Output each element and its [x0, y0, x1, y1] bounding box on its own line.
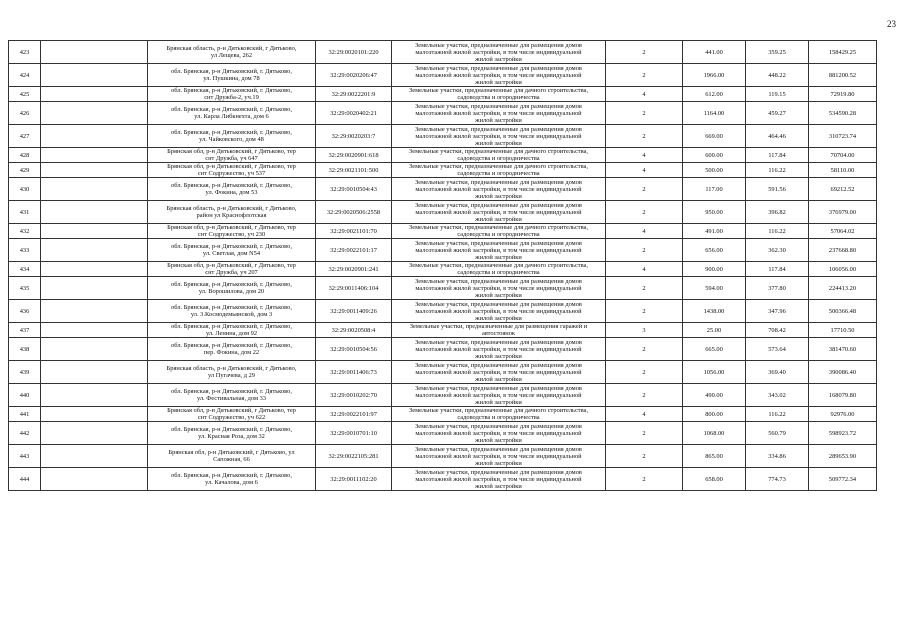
row-specific-value: 362.30 — [746, 239, 809, 262]
row-blank-cell — [41, 178, 148, 201]
table-row — [9, 407, 877, 422]
row-land-use: Земельные участки, предназначенные для размещения домов малоэтажной жилой застройки, в том числе индивидуальной жилой застройки — [392, 64, 606, 87]
row-address: Брянская обл, р-н Дятьковский, г Дятьково, тер снт Содружество, уч 537 — [148, 163, 316, 178]
row-land-use: Земельные участки, предназначенные для дачного строительства, садоводства и огородничества — [392, 262, 606, 277]
row-land-use: Земельные участки, предназначенные для размещения домов малоэтажной жилой застройки, в том числе индивидуальной жилой застройки — [392, 201, 606, 224]
row-specific-value: 359.25 — [746, 41, 809, 64]
row-specific-value: 774.73 — [746, 468, 809, 491]
row-cadastral-number: 32:29:0020901:618 — [316, 148, 392, 163]
row-blank-cell — [41, 224, 148, 239]
row-specific-value: 377.80 — [746, 277, 809, 300]
row-area: 1068.00 — [683, 422, 746, 445]
table-row — [9, 468, 877, 491]
row-use-group: 2 — [606, 300, 683, 323]
row-blank-cell — [41, 163, 148, 178]
row-cadastral-number: 32:29:0011406:73 — [316, 361, 392, 384]
table-row — [9, 361, 877, 384]
row-use-group: 4 — [606, 407, 683, 422]
row-use-group: 2 — [606, 445, 683, 468]
row-blank-cell — [41, 384, 148, 407]
row-address: Брянская обл, р-н Дятьковский, г Дятьково, тер снт Содружество, уч 622 — [148, 407, 316, 422]
row-use-group: 2 — [606, 102, 683, 125]
row-area: 665.00 — [683, 338, 746, 361]
row-specific-value: 708.42 — [746, 323, 809, 338]
row-number: 436 — [9, 300, 41, 323]
row-specific-value: 396.82 — [746, 201, 809, 224]
row-land-use: Земельные участки, предназначенные для размещения домов малоэтажной жилой застройки, в том числе индивидуальной жилой застройки — [392, 445, 606, 468]
row-cadastral-number: 32:29:0022201:9 — [316, 87, 392, 102]
row-cadastral-number: 32:29:0022101:17 — [316, 239, 392, 262]
row-cadastral-number: 32:29:0010202:70 — [316, 384, 392, 407]
row-address: обл. Брянская, р-н Дятьковский, г. Дятьково, ул. Красная Роза, дом 32 — [148, 422, 316, 445]
row-blank-cell — [41, 148, 148, 163]
row-specific-value: 117.84 — [746, 262, 809, 277]
row-cadastral-number: 32:29:0011409:26 — [316, 300, 392, 323]
row-cadastral-value: 509772.34 — [809, 468, 877, 491]
row-area: 658.00 — [683, 468, 746, 491]
row-number: 434 — [9, 262, 41, 277]
row-cadastral-number: 32:29:0020101:220 — [316, 41, 392, 64]
row-address: обл. Брянская, р-н Дятьковский, г. Дятьково, ул. Карла Либкнехта, дом 6 — [148, 102, 316, 125]
row-specific-value: 560.79 — [746, 422, 809, 445]
row-number: 438 — [9, 338, 41, 361]
table-row — [9, 277, 877, 300]
row-specific-value: 448.22 — [746, 64, 809, 87]
row-blank-cell — [41, 300, 148, 323]
row-cadastral-number: 32:29:0022101:97 — [316, 407, 392, 422]
row-blank-cell — [41, 239, 148, 262]
row-number: 428 — [9, 148, 41, 163]
row-cadastral-value: 168079.80 — [809, 384, 877, 407]
row-specific-value: 591.56 — [746, 178, 809, 201]
table-row — [9, 125, 877, 148]
row-address: Брянская обл, р-н Дятьковский, г Дятьково, тер снт Дружба, уч 207 — [148, 262, 316, 277]
row-specific-value: 116.22 — [746, 407, 809, 422]
row-land-use: Земельные участки, предназначенные для размещения гаражей и автостоянок — [392, 323, 606, 338]
row-address: обл. Брянская, р-н Дятьковский, г. Дятьково, ул. Ворошилова, дом 20 — [148, 277, 316, 300]
table-row — [9, 224, 877, 239]
row-number: 423 — [9, 41, 41, 64]
row-address: обл. Брянская, р-н Дятьковский, г. Дятьково, пер. Фокина, дом 22 — [148, 338, 316, 361]
row-cadastral-value: 500366.48 — [809, 300, 877, 323]
row-use-group: 4 — [606, 163, 683, 178]
row-blank-cell — [41, 277, 148, 300]
row-specific-value: 573.64 — [746, 338, 809, 361]
row-number: 441 — [9, 407, 41, 422]
row-number: 424 — [9, 64, 41, 87]
row-area: 1966.00 — [683, 64, 746, 87]
table-row — [9, 41, 877, 64]
row-cadastral-value: 57064.02 — [809, 224, 877, 239]
row-land-use: Земельные участки, предназначенные для размещения домов малоэтажной жилой застройки, в том числе индивидуальной жилой застройки — [392, 178, 606, 201]
row-use-group: 2 — [606, 125, 683, 148]
table-row — [9, 64, 877, 87]
row-number: 433 — [9, 239, 41, 262]
row-cadastral-number: 32:29:0010504:56 — [316, 338, 392, 361]
row-use-group: 2 — [606, 201, 683, 224]
row-specific-value: 343.02 — [746, 384, 809, 407]
row-address: обл. Брянская, р-н Дятьковский, г. Дятьково, ул. Качалова, дом 6 — [148, 468, 316, 491]
row-cadastral-number: 32:29:0020402:21 — [316, 102, 392, 125]
row-land-use: Земельные участки, предназначенные для размещения домов малоэтажной жилой застройки, в том числе индивидуальной жилой застройки — [392, 102, 606, 125]
row-land-use: Земельные участки, предназначенные для размещения домов малоэтажной жилой застройки, в том числе индивидуальной жилой застройки — [392, 41, 606, 64]
row-blank-cell — [41, 87, 148, 102]
row-use-group: 2 — [606, 178, 683, 201]
row-number: 426 — [9, 102, 41, 125]
row-area: 900.00 — [683, 262, 746, 277]
row-use-group: 4 — [606, 262, 683, 277]
row-cadastral-number: 32:29:0021101:70 — [316, 224, 392, 239]
row-area: 669.00 — [683, 125, 746, 148]
row-area: 612.00 — [683, 87, 746, 102]
row-blank-cell — [41, 102, 148, 125]
row-cadastral-value: 289653.90 — [809, 445, 877, 468]
table-row — [9, 338, 877, 361]
row-number: 443 — [9, 445, 41, 468]
row-land-use: Земельные участки, предназначенные для дачного строительства, садоводства и огородничества — [392, 224, 606, 239]
row-land-use: Земельные участки, предназначенные для размещения домов малоэтажной жилой застройки, в том числе индивидуальной жилой застройки — [392, 300, 606, 323]
row-land-use: Земельные участки, предназначенные для размещения домов малоэтажной жилой застройки, в том числе индивидуальной жилой застройки — [392, 277, 606, 300]
page-number: 23 — [887, 19, 896, 29]
row-area: 600.00 — [683, 148, 746, 163]
row-address: обл. Брянская, р-н Дятьковский, г. Дятьково, ул. Ленина, дом 92 — [148, 323, 316, 338]
row-area: 490.00 — [683, 384, 746, 407]
table-row — [9, 201, 877, 224]
row-use-group: 4 — [606, 148, 683, 163]
row-cadastral-value: 58110.00 — [809, 163, 877, 178]
row-number: 442 — [9, 422, 41, 445]
row-use-group: 2 — [606, 361, 683, 384]
row-blank-cell — [41, 338, 148, 361]
row-area: 1164.00 — [683, 102, 746, 125]
row-number: 444 — [9, 468, 41, 491]
row-cadastral-number: 32:29:0021101:500 — [316, 163, 392, 178]
row-cadastral-value: 390086.40 — [809, 361, 877, 384]
row-land-use: Земельные участки, предназначенные для размещения домов малоэтажной жилой застройки, в том числе индивидуальной жилой застройки — [392, 125, 606, 148]
row-land-use: Земельные участки, предназначенные для дачного строительства, садоводства и огородничества — [392, 163, 606, 178]
row-cadastral-value: 70704.00 — [809, 148, 877, 163]
row-use-group: 2 — [606, 468, 683, 491]
row-cadastral-value: 224413.20 — [809, 277, 877, 300]
row-use-group: 2 — [606, 277, 683, 300]
row-specific-value: 116.22 — [746, 224, 809, 239]
table-row — [9, 239, 877, 262]
row-cadastral-number: 32:29:0020206:47 — [316, 64, 392, 87]
row-cadastral-value: 534590.28 — [809, 102, 877, 125]
row-address: Брянская область, р-н Дятьковский, г Дятьково, район ул Краснофлотская — [148, 201, 316, 224]
row-address: обл. Брянская, р-н Дятьковский, г. Дятьково, ул. Фестивальная, дом 33 — [148, 384, 316, 407]
row-area: 441.00 — [683, 41, 746, 64]
row-specific-value: 347.96 — [746, 300, 809, 323]
row-cadastral-value: 376979.00 — [809, 201, 877, 224]
row-cadastral-number: 32:29:0010504:43 — [316, 178, 392, 201]
row-use-group: 2 — [606, 64, 683, 87]
row-number: 435 — [9, 277, 41, 300]
row-area: 1438.00 — [683, 300, 746, 323]
row-address: обл. Брянская, р-н Дятьковский, г. Дятьково, ул. Фокина, дом 53 — [148, 178, 316, 201]
row-cadastral-value: 69212.52 — [809, 178, 877, 201]
table-row — [9, 148, 877, 163]
row-area: 25.00 — [683, 323, 746, 338]
table-row — [9, 445, 877, 468]
row-area: 950.00 — [683, 201, 746, 224]
table-row — [9, 384, 877, 407]
row-cadastral-value: 92976.00 — [809, 407, 877, 422]
row-area: 1056.00 — [683, 361, 746, 384]
table-row — [9, 178, 877, 201]
row-number: 437 — [9, 323, 41, 338]
row-blank-cell — [41, 323, 148, 338]
row-address: обл. Брянская, р-н Дятьковский, г. Дятьково, ул. Чайковского, дом 48 — [148, 125, 316, 148]
row-blank-cell — [41, 468, 148, 491]
row-use-group: 2 — [606, 384, 683, 407]
row-cadastral-number: 32:29:0020901:241 — [316, 262, 392, 277]
row-blank-cell — [41, 422, 148, 445]
row-cadastral-value: 237668.80 — [809, 239, 877, 262]
row-cadastral-value: 598923.72 — [809, 422, 877, 445]
row-use-group: 2 — [606, 239, 683, 262]
row-cadastral-value: 881200.52 — [809, 64, 877, 87]
row-address: Брянская обл, р-н Дятьковский, г Дятьково, ул Сапожная, 66 — [148, 445, 316, 468]
table-row — [9, 262, 877, 277]
row-specific-value: 334.86 — [746, 445, 809, 468]
row-area: 865.00 — [683, 445, 746, 468]
row-use-group: 3 — [606, 323, 683, 338]
row-cadastral-value: 381470.60 — [809, 338, 877, 361]
row-cadastral-value: 17710.50 — [809, 323, 877, 338]
row-specific-value: 369.40 — [746, 361, 809, 384]
row-address: Брянская обл, р-н Дятьковский, г Дятьково, тер снт Дружба, уч 647 — [148, 148, 316, 163]
row-specific-value: 464.46 — [746, 125, 809, 148]
row-blank-cell — [41, 407, 148, 422]
row-address: Брянская область, р-н Дятьковский, г Дятьково, ул Пугачева, д 29 — [148, 361, 316, 384]
row-blank-cell — [41, 361, 148, 384]
row-number: 432 — [9, 224, 41, 239]
row-cadastral-number: 32:29:0020506:2558 — [316, 201, 392, 224]
row-cadastral-value: 72919.80 — [809, 87, 877, 102]
row-area: 500.00 — [683, 163, 746, 178]
row-cadastral-number: 32:29:0020203:7 — [316, 125, 392, 148]
row-land-use: Земельные участки, предназначенные для размещения домов малоэтажной жилой застройки, в том числе индивидуальной жилой застройки — [392, 422, 606, 445]
row-area: 594.00 — [683, 277, 746, 300]
row-address: Брянская область, р-н Дятьковский, г Дятьково, ул Лещева, 262 — [148, 41, 316, 64]
row-cadastral-value: 106056.00 — [809, 262, 877, 277]
row-specific-value: 119.15 — [746, 87, 809, 102]
row-use-group: 2 — [606, 422, 683, 445]
row-cadastral-value: 158429.25 — [809, 41, 877, 64]
row-number: 440 — [9, 384, 41, 407]
row-specific-value: 459.27 — [746, 102, 809, 125]
row-address: обл. Брянская, р-н Дятьковский, г. Дятьково, ул. Светлая, дом N54 — [148, 239, 316, 262]
row-address: Брянская обл, р-н Дятьковский, г Дятьково, тер снт Содружество, уч 230 — [148, 224, 316, 239]
row-land-use: Земельные участки, предназначенные для дачного строительства, садоводства и огородничества — [392, 148, 606, 163]
table-row — [9, 163, 877, 178]
row-number: 427 — [9, 125, 41, 148]
row-address: обл. Брянская, р-н Дятьковский, г. Дятьково, снт Дружба-2, уч.19 — [148, 87, 316, 102]
row-cadastral-number: 32:29:0022105:281 — [316, 445, 392, 468]
row-blank-cell — [41, 445, 148, 468]
row-blank-cell — [41, 41, 148, 64]
row-cadastral-number: 32:29:0020508:4 — [316, 323, 392, 338]
cadastral-value-table — [8, 40, 877, 491]
row-cadastral-number: 32:29:0011102:20 — [316, 468, 392, 491]
table-row — [9, 323, 877, 338]
row-land-use: Земельные участки, предназначенные для размещения домов малоэтажной жилой застройки, в том числе индивидуальной жилой застройки — [392, 338, 606, 361]
table-row — [9, 102, 877, 125]
row-number: 429 — [9, 163, 41, 178]
row-use-group: 4 — [606, 87, 683, 102]
row-use-group: 4 — [606, 224, 683, 239]
row-use-group: 2 — [606, 338, 683, 361]
table-row — [9, 422, 877, 445]
row-blank-cell — [41, 64, 148, 87]
row-blank-cell — [41, 125, 148, 148]
row-number: 431 — [9, 201, 41, 224]
row-blank-cell — [41, 262, 148, 277]
row-use-group: 2 — [606, 41, 683, 64]
row-specific-value: 117.84 — [746, 148, 809, 163]
row-address: обл. Брянская, р-н Дятьковский, г. Дятьково, ул. Пушкина, дом 78 — [148, 64, 316, 87]
row-number: 439 — [9, 361, 41, 384]
row-cadastral-number: 32:29:0011406:104 — [316, 277, 392, 300]
row-area: 117.00 — [683, 178, 746, 201]
table-row — [9, 87, 877, 102]
row-area: 491.00 — [683, 224, 746, 239]
row-cadastral-value: 310723.74 — [809, 125, 877, 148]
row-area: 800.00 — [683, 407, 746, 422]
row-land-use: Земельные участки, предназначенные для дачного строительства, садоводства и огородничества — [392, 407, 606, 422]
row-land-use: Земельные участки, предназначенные для размещения домов малоэтажной жилой застройки, в том числе индивидуальной жилой застройки — [392, 384, 606, 407]
row-specific-value: 116.22 — [746, 163, 809, 178]
row-area: 656.00 — [683, 239, 746, 262]
row-land-use: Земельные участки, предназначенные для размещения домов малоэтажной жилой застройки, в том числе индивидуальной жилой застройки — [392, 239, 606, 262]
row-number: 430 — [9, 178, 41, 201]
row-cadastral-number: 32:29:0010701:10 — [316, 422, 392, 445]
row-land-use: Земельные участки, предназначенные для размещения домов малоэтажной жилой застройки, в том числе индивидуальной жилой застройки — [392, 468, 606, 491]
row-number: 425 — [9, 87, 41, 102]
row-address: обл. Брянская, р-н Дятьковский, г. Дятьково, ул. 3.Космодемьянской, дом 3 — [148, 300, 316, 323]
row-blank-cell — [41, 201, 148, 224]
row-land-use: Земельные участки, предназначенные для дачного строительства, садоводства и огородничества — [392, 87, 606, 102]
row-land-use: Земельные участки, предназначенные для размещения домов малоэтажной жилой застройки, в том числе индивидуальной жилой застройки — [392, 361, 606, 384]
table-row — [9, 300, 877, 323]
